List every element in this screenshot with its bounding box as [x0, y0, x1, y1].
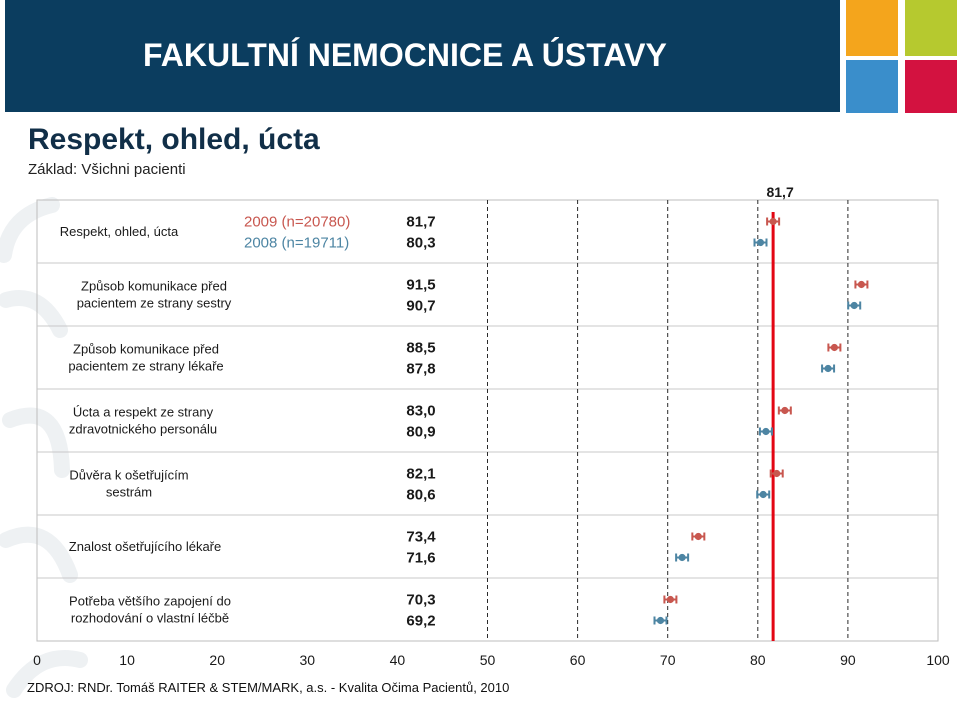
- category-label: [60, 224, 179, 239]
- point-marker: [762, 428, 769, 435]
- x-tick-label: 90: [840, 652, 856, 668]
- logo-tile-orange: [846, 0, 898, 56]
- point-marker: [667, 596, 674, 603]
- logo-tile-red: [905, 60, 957, 113]
- x-tick-label: 80: [750, 652, 766, 668]
- x-tick-label: 60: [569, 652, 586, 668]
- category-label-line: Způsob komunikace před: [73, 341, 219, 357]
- category-label-line: Potřeba většího zapojení do: [69, 593, 231, 609]
- value-label: 83,0: [406, 402, 436, 420]
- header-bar: [5, 0, 840, 112]
- category-label-line: pacientem ze strany sestry: [76, 295, 232, 311]
- point-marker: [760, 491, 767, 498]
- data-point: [755, 239, 767, 247]
- logo-tile-green: [905, 0, 957, 56]
- x-tick-label: 50: [479, 652, 496, 668]
- data-point: [654, 617, 666, 625]
- value-label: 73,4: [406, 528, 436, 546]
- point-marker: [773, 470, 780, 477]
- legend-entry: 2008 (n=19711): [244, 234, 350, 252]
- point-marker: [679, 554, 686, 561]
- value-label: 91,5: [406, 276, 436, 294]
- point-marker: [858, 281, 865, 288]
- legend-entry: 2009 (n=20780): [244, 213, 351, 231]
- category-label: [69, 539, 221, 554]
- x-tick-label: 20: [209, 652, 225, 668]
- slide-title: Respekt, ohled, úcta: [28, 123, 320, 156]
- point-marker: [851, 302, 858, 309]
- value-label: 81,7: [406, 213, 436, 231]
- category-label: [69, 405, 217, 437]
- point-marker: [824, 365, 831, 372]
- category-label: [77, 279, 232, 311]
- category-label-line: zdravotnického personálu: [68, 421, 218, 437]
- point-marker: [657, 617, 664, 624]
- value-label: 82,1: [406, 465, 436, 483]
- value-label: 88,5: [406, 339, 436, 357]
- data-point: [692, 533, 704, 541]
- data-point: [855, 281, 867, 289]
- category-label-line: Úcta a respekt ze strany: [72, 404, 214, 420]
- category-label-line: Znalost ošetřujícího lékaře: [68, 539, 222, 554]
- category-label-line: Respekt, ohled, úcta: [59, 224, 179, 239]
- value-label: 70,3: [406, 591, 436, 609]
- sample-basis: Základ: Všichni pacienti: [28, 161, 186, 178]
- point-marker: [781, 407, 788, 414]
- category-label: [68, 342, 223, 374]
- category-label-line: sestrám: [105, 484, 153, 500]
- category-label-line: rozhodování o vlastní léčbě: [70, 610, 230, 626]
- value-label: 80,6: [406, 486, 436, 504]
- point-marker: [757, 239, 764, 246]
- data-point: [828, 344, 840, 352]
- data-point: [676, 554, 688, 562]
- reference-line-label: 81,7: [766, 184, 794, 200]
- logo-tile-blue: [846, 60, 898, 113]
- x-tick-label: 0: [33, 652, 41, 668]
- x-tick-label: 30: [299, 652, 316, 668]
- category-label-line: Způsob komunikace před: [81, 278, 227, 294]
- x-tick-label: 100: [926, 652, 950, 668]
- data-point: [767, 218, 779, 226]
- x-tick-label: 70: [659, 652, 676, 668]
- data-point: [848, 302, 860, 310]
- value-label: 90,7: [406, 297, 436, 315]
- category-label-line: Důvěra k ošetřujícím: [69, 467, 189, 483]
- value-label: 80,9: [406, 423, 436, 441]
- x-tick-label: 40: [389, 652, 406, 668]
- data-point: [779, 407, 791, 415]
- x-tick-label: 10: [119, 652, 135, 668]
- point-marker: [770, 218, 777, 225]
- data-point: [757, 491, 769, 499]
- category-label-line: pacientem ze strany lékaře: [68, 358, 224, 374]
- data-point: [822, 365, 834, 373]
- value-label: 71,6: [406, 549, 436, 567]
- data-point: [760, 428, 772, 436]
- data-point: [664, 596, 676, 604]
- value-label: 80,3: [406, 234, 436, 252]
- point-marker: [695, 533, 702, 540]
- institution-title: FAKULTNÍ NEMOCNICE A ÚSTAVY: [143, 37, 667, 73]
- value-label: 69,2: [406, 612, 436, 630]
- category-label: [69, 594, 231, 626]
- value-label: 87,8: [406, 360, 436, 378]
- category-label: [69, 468, 188, 500]
- source-note: ZDROJ: RNDr. Tomáš RAITER & STEM/MARK, a.s. - Kvalita Očima Pacientů, 2010: [27, 680, 510, 695]
- point-marker: [831, 344, 838, 351]
